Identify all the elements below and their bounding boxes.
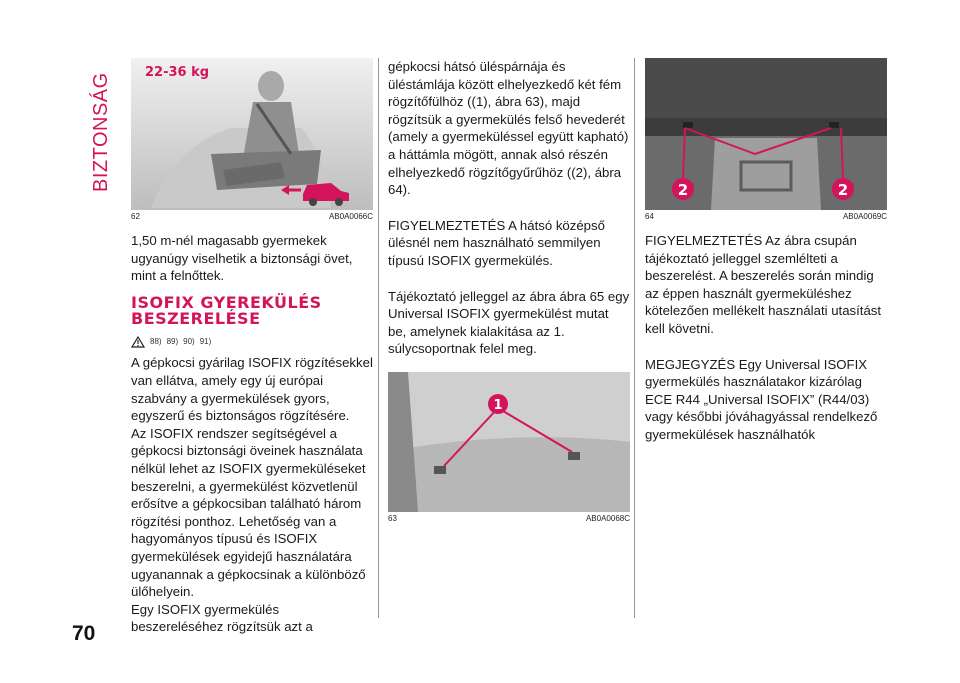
warning-ref: 90) bbox=[183, 336, 195, 346]
section-title: BIZTONSÁG bbox=[90, 72, 112, 192]
paragraph: gépkocsi hátsó üléspárnája és üléstámlája között elhelyezkedő két fém rögzítőfülhöz ((1), ábra 63), majd rögzítsük a gyermekülés felső hevederét (amely a gyermeküléssel együtt kapható) a háttámla mögött, annak alsó részén elhelyezkedő rögzítőgyűrűhöz ((2), ábra 64). bbox=[388, 59, 629, 198]
weight-class-label: 22-36 kg bbox=[145, 65, 210, 80]
callout-2-right: 2 bbox=[837, 181, 849, 199]
column-2 bbox=[388, 58, 630, 534]
note-paragraph: MEGJEGYZÉS Egy Universal ISOFIX gyermekülés használatakor kizárólag ECE R44 „Universal ISOFIX” (R44/03) vagy későbbi jóváhagyással rendelkező gyermekülések használhatók bbox=[645, 356, 878, 442]
figure-64 bbox=[645, 58, 887, 210]
paragraph: A gépkocsi gyárilag ISOFIX rögzítésekkel van ellátva, amely egy új európai szabvány a gyermekülések gyors, egyszerű és biztonságos rögzítésére. bbox=[131, 355, 373, 424]
paragraph: Az ISOFIX rendszer segítségével a gépkocsi biztonsági öveinek használata nélkül lehet az ISOFIX gyermeküléseket beszerelni, a gyermekülést közvetlenül erősítve a gépkocsiban található három rögzítési ponthoz. Lehetőség van a hagyományos típusú és ISOFIX gyermekülések egyidejű használatára ugyanannak a gépkocsinak a különböző ülőhelyein. bbox=[131, 425, 366, 600]
warning-references bbox=[131, 333, 373, 351]
figure-64-caption bbox=[645, 212, 887, 222]
figure-63-caption bbox=[388, 514, 630, 524]
callout-1: 1 bbox=[493, 397, 503, 413]
isofix-anchor-photo bbox=[388, 372, 630, 512]
paragraph: Tájékoztató jelleggel az ábra ábra 65 egy Universal ISOFIX gyermekülést mutat be, amelynek kialakítása az 1. súlycsoportnak felel meg. bbox=[388, 288, 630, 357]
figure-number: 64 bbox=[645, 212, 654, 221]
figure-62 bbox=[131, 58, 373, 210]
column-1 bbox=[131, 58, 373, 636]
figure-number: 62 bbox=[131, 212, 140, 221]
column-divider bbox=[634, 58, 635, 618]
figure-code: AB0A0066C bbox=[328, 212, 373, 221]
paragraph: Egy ISOFIX gyermekülés beszereléséhez rögzítsük azt a bbox=[131, 601, 313, 635]
warning-ref: 91) bbox=[199, 336, 212, 346]
column-3 bbox=[645, 58, 887, 444]
figure-code: AB0A0069C bbox=[842, 212, 887, 221]
figure-62-caption bbox=[131, 212, 373, 222]
section-heading: ISOFIX GYEREKÜLÉS BESZERELÉSE bbox=[131, 292, 322, 328]
column-divider bbox=[378, 58, 379, 618]
callout-2-left: 2 bbox=[677, 181, 689, 199]
figure-code: AB0A0068C bbox=[585, 513, 630, 523]
figure-number: 63 bbox=[388, 513, 397, 523]
tether-anchor-photo bbox=[645, 58, 887, 210]
figure-63 bbox=[388, 372, 630, 512]
warning-ref: 89) bbox=[166, 336, 179, 346]
warning-paragraph: FIGYELMEZTETÉS Az ábra csupán tájékoztató jelleggel szemlélteti a beszerelést. A beszerelés során mindig az éppen használt gyermeküléshez kötelezően mellékelt használati utasítást kell követni. bbox=[645, 233, 882, 336]
intro-paragraph: 1,50 m-nél magasabb gyermekek ugyanúgy viselhetik a biztonsági övet, mint a felnőttek. bbox=[131, 233, 353, 284]
page-number: 70 bbox=[72, 622, 96, 645]
warning-paragraph: FIGYELMEZTETÉS A hátsó középső ülésnél nem használható semmilyen típusú ISOFIX gyermekülés. bbox=[388, 217, 605, 268]
warning-icon bbox=[131, 336, 145, 348]
warning-ref: 88) bbox=[150, 336, 162, 346]
section-side-tab bbox=[90, 52, 120, 192]
